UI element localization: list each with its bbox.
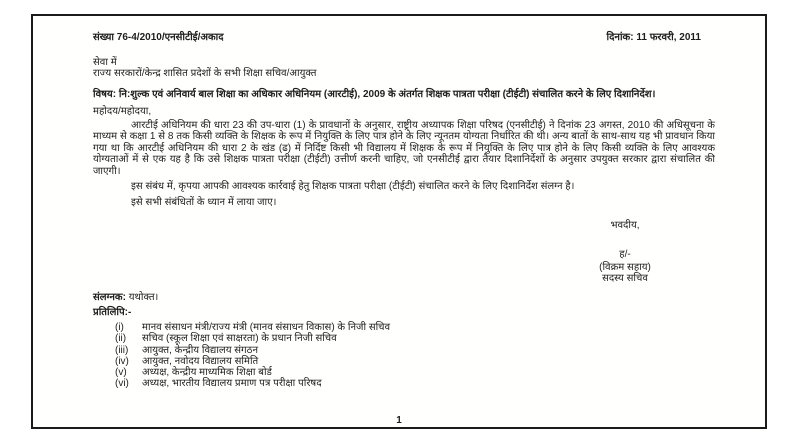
copy-item-number: (i) [115, 322, 124, 333]
copy-item-text: आयुक्त, केन्द्रीय विद्यालय संगठन [142, 344, 259, 356]
closing-block [545, 220, 705, 284]
signatory-name: (विक्रम सहाय) [599, 262, 651, 273]
signature-mark: ह/- [619, 248, 631, 260]
to-label: सेवा में [93, 56, 117, 68]
letter-date: दिनांक: 11 फरवरी, 2011 [606, 32, 701, 43]
body-paragraph: आरटीई अधिनियम की धारा 23 की उप-धारा (1) के प्रावधानों के अनुसार, राष्ट्रीय अध्यापक शिक्षा परिषद (एनसीटीई) ने दिनांक 23 अगस्त, 2010 की अधिसूचना के माध्यम से कक्षा 1 से 8 तक किसी व्यक्ति के शिक्षक के रूप में नियुक्ति के लिए पात्र होने के लिए न्यूनतम योग्यता निर्धारित की थी। अन्य बातों के साथ-साथ यह भी प्रावधान किया गया था कि आरटीई अधिनियम की धारा 2 के खंड (ढ) में निर्दिष्ट किसी भी विद्यालय में शिक्षक के रूप में नियुक्ति के लिए पात्र होने के लिए किसी व्यक्ति के लिए आवश्यक योग्यताओं में से एक यह है कि उसे शिक्षक पात्रता परीक्षा (टीईटी) उत्तीर्ण करनी चाहिए, जो एनसीटीई द्वारा तैयार दिशानिर्देशों के अनुसार उपयुक्त सरकार द्वारा संचालित की जाएगी। [93, 119, 715, 177]
body-paragraph: इसे सभी संबंधितों के ध्यान में लाया जाए। [131, 196, 277, 208]
copy-list-item [115, 333, 715, 344]
letter-header [93, 32, 715, 44]
copies-label: प्रतिलिपि:- [93, 306, 132, 318]
body-paragraph: इस संबंध में, कृपया आपकी आवश्यक कार्रवाई हेतु शिक्षक पात्रता परीक्षा (टीईटी) संचालित करने के लिए दिशानिर्देश संलग्न है। [131, 181, 575, 192]
copy-list [115, 322, 715, 390]
copy-list-item [115, 356, 715, 367]
reference-number: संख्या 76-4/2010/एनसीटीई/अकाद [93, 32, 224, 43]
page-number: 1 [396, 414, 402, 426]
letter-page [31, 14, 767, 429]
copy-item-text: मानव संसाधन मंत्री/राज्य मंत्री (मानव संसाधन विकास) के निजी सचिव [142, 322, 391, 333]
to-line: राज्य सरकारों/केन्द्र शासित प्रदेशों के सभी शिक्षा सचिव/आयुक्त [93, 68, 317, 79]
address-block [93, 57, 715, 80]
copy-list-item [115, 367, 715, 378]
copy-item-number: (iv) [115, 355, 129, 367]
enclosure-label: संलग्नक: [93, 292, 126, 303]
copy-item-number: (v) [115, 367, 127, 379]
copy-item-number: (ii) [115, 333, 127, 345]
copy-item-text: अध्यक्ष, भारतीय विद्यालय प्रमाण पत्र परीक्षा परिषद [142, 378, 322, 390]
valediction: भवदीय, [610, 220, 640, 231]
copy-item-number: (iii) [115, 344, 129, 356]
copy-list-item [115, 345, 715, 356]
copy-list-item [115, 322, 715, 333]
copy-item-text: आयुक्त, नवोदय विद्यालय समिति [142, 355, 259, 367]
copy-item-text: अध्यक्ष, केन्द्रीय माध्यमिक शिक्षा बोर्ड [142, 367, 272, 379]
salutation: महोदय/महोदया, [93, 106, 152, 117]
enclosure-text: यथोक्त। [125, 292, 159, 303]
copy-item-text: सचिव (स्कूल शिक्षा एवं साक्षरता) के प्रधान निजी सचिव [142, 333, 337, 345]
subject-line: विषय: नि:शुल्क एवं अनिवार्य बाल शिक्षा का अधिकार अधिनियम (आरटीई), 2009 के अंतर्गत शिक्षक पात्रता परीक्षा (टीईटी) संचालित करने के लिए दिशानिर्देश। [93, 88, 656, 100]
copy-item-number: (vi) [115, 378, 129, 390]
enclosure-line [93, 292, 715, 304]
copy-list-item [115, 378, 715, 389]
signatory-designation: सदस्य सचिव [602, 273, 648, 284]
